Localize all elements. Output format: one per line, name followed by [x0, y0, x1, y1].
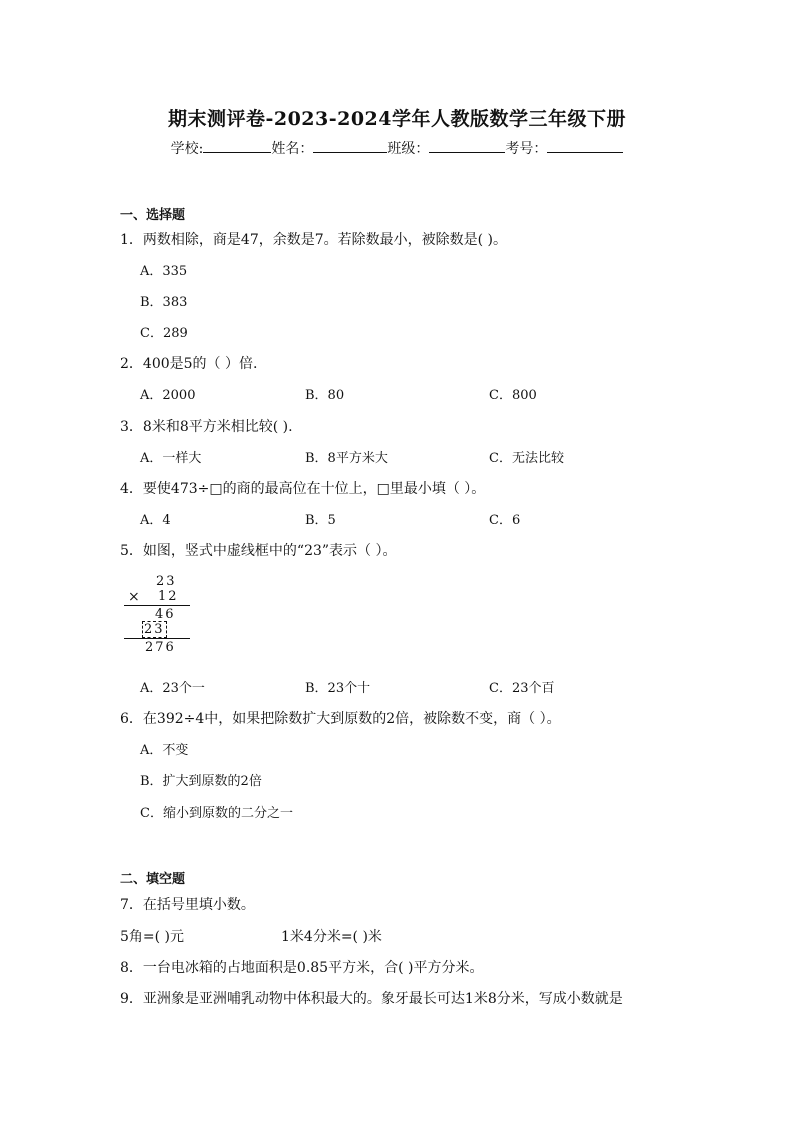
q2-option-b: B．80 [305, 388, 345, 403]
class-blank[interactable] [429, 138, 505, 153]
question-2: 2．400是5的（ ）倍. [120, 356, 258, 372]
q4-option-c: C．6 [489, 513, 521, 528]
q1-option-a: A．335 [140, 264, 188, 279]
q2-option-c: C．800 [489, 388, 537, 403]
q4-option-b: B．5 [305, 513, 336, 528]
question-7: 7．在括号里填小数。 [120, 897, 255, 913]
multiplicand: 23 [156, 574, 177, 589]
name-blank[interactable] [313, 138, 387, 153]
section-title-fill-blank: 二、填空题 [120, 872, 186, 887]
product: 276 [145, 640, 176, 655]
q6-option-a: A．不变 [140, 743, 189, 758]
student-info-line [0, 138, 794, 158]
class-label: 班级： [387, 141, 430, 157]
q5-option-a: A．23个一 [140, 681, 205, 696]
q7-blank-b: 1米4分米=( )米 [281, 929, 382, 945]
q1-option-c: C．289 [140, 326, 188, 341]
times-sign: × [128, 589, 140, 605]
question-9: 9．亚洲象是亚洲哺乳动物中体积最大的。象牙最长可达1米8分米，写成小数就是 [120, 991, 623, 1007]
question-6: 6．在392÷4中，如果把除数扩大到原数的2倍，被除数不变，商（ ）。 [120, 711, 561, 727]
q6-option-b: B．扩大到原数的2倍 [140, 774, 262, 789]
q4-option-a: A．4 [140, 513, 171, 528]
partial-product-2: 23 [144, 622, 165, 637]
q3-option-b: B．8平方米大 [305, 451, 388, 466]
question-4: 4．要使473÷□的商的最高位在十位上，□里最小填（ ）。 [120, 481, 486, 497]
exam-number-label: 考号： [505, 141, 548, 157]
exam-number-blank[interactable] [547, 138, 623, 153]
page-title: 期末测评卷-2023-2024学年人教版数学三年级下册 [167, 108, 627, 130]
q5-option-c: C．23个百 [489, 681, 555, 696]
rule-line-2 [124, 638, 190, 639]
school-label: 学校: [170, 141, 204, 157]
q5-option-b: B．23个十 [305, 681, 371, 696]
multiplier: 12 [158, 589, 179, 604]
partial-product-2-dashed-box [142, 622, 167, 637]
q1-option-b: B．383 [140, 295, 188, 310]
question-5: 5．如图，竖式中虚线框中的“23”表示（ ）。 [120, 543, 397, 559]
q2-option-a: A．2000 [140, 388, 196, 403]
school-blank[interactable] [203, 138, 271, 153]
section-title-choice: 一、选择题 [120, 208, 186, 223]
partial-product-1: 46 [155, 607, 176, 622]
q3-option-a: A．一样大 [140, 451, 202, 466]
q7-blank-a: 5角=( )元 [120, 929, 185, 945]
q3-option-c: C．无法比较 [489, 451, 564, 466]
question-3: 3．8米和8平方米相比较( ). [120, 419, 293, 435]
name-label: 姓名： [271, 141, 314, 157]
question-1: 1．两数相除，商是47，余数是7。若除数最小，被除数是( )。 [120, 232, 508, 248]
rule-line-1 [124, 605, 190, 606]
q6-option-c: C．缩小到原数的二分之一 [140, 806, 293, 821]
question-8: 8．一台电冰箱的占地面积是0.85平方米，合( )平方分米。 [120, 960, 484, 976]
